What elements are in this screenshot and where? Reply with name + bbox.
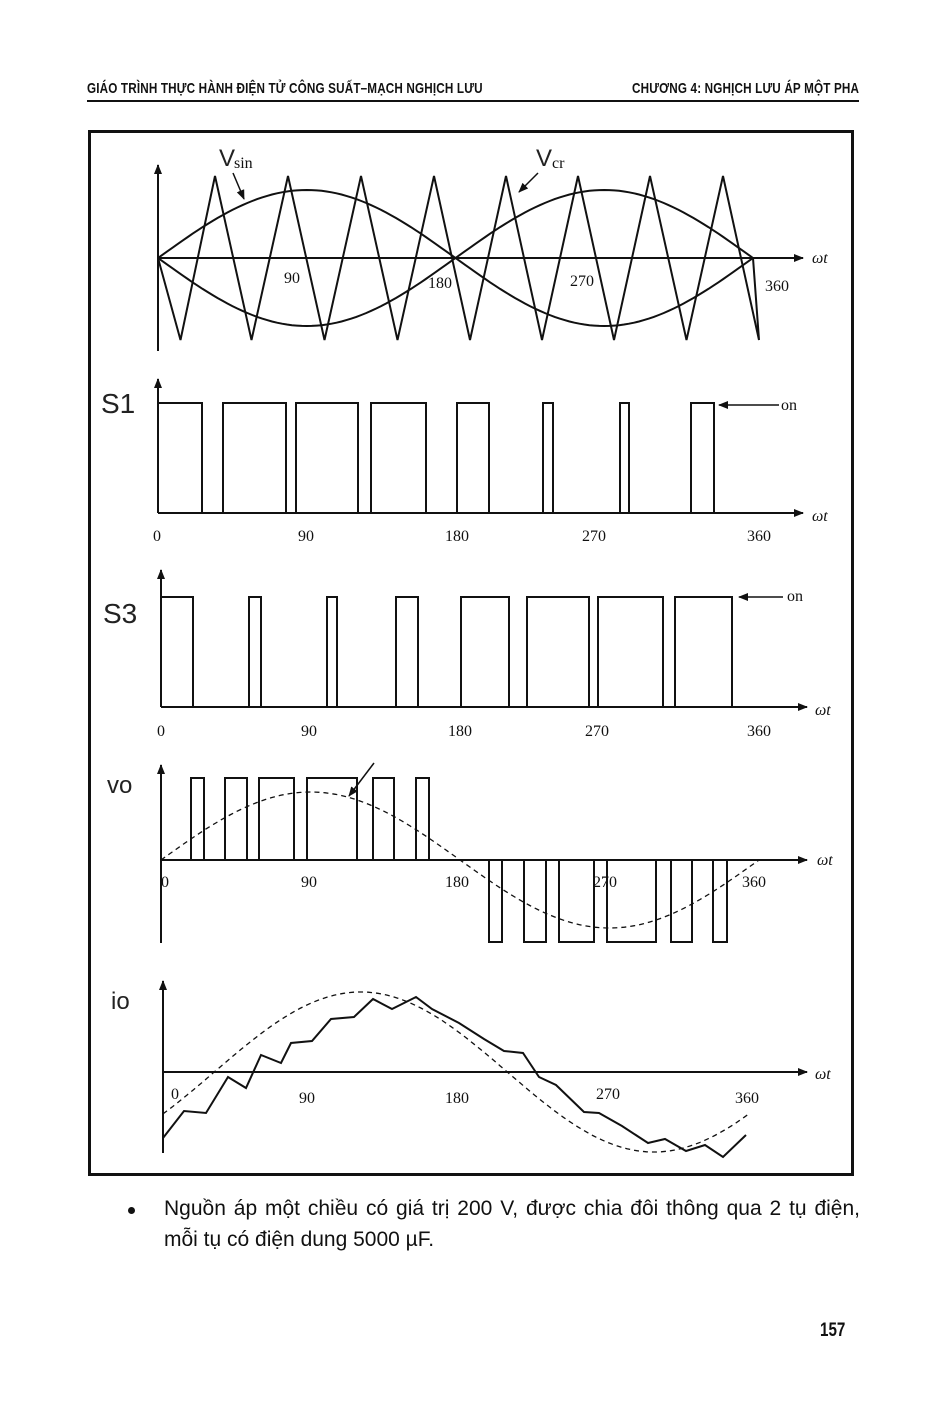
tick-label: 90 <box>284 270 300 287</box>
tick-label: 360 <box>742 874 766 891</box>
io-ripple-current <box>163 997 746 1157</box>
x-axis-label: ωt <box>815 702 831 719</box>
tick-label: 90 <box>298 528 314 545</box>
tick-label: 270 <box>593 874 617 891</box>
bullet-text: Nguồn áp một chiều có giá trị 200 V, được chia đôi thông qua 2 tụ điện, mỗi tụ có điện dung 5000 µF. <box>164 1197 860 1251</box>
panel-s3 <box>103 570 831 740</box>
panel-s1 <box>101 379 828 545</box>
tick-label: 360 <box>747 528 771 545</box>
tick-label: 270 <box>582 528 606 545</box>
tick-label: 360 <box>735 1090 759 1107</box>
tick-label: 270 <box>585 723 609 740</box>
x-axis-label: ωt <box>812 250 828 267</box>
header-chapter-title: CHƯƠNG 4: NGHỊCH LƯU ÁP MỘT PHA <box>631 80 859 97</box>
tick-label: 180 <box>448 723 472 740</box>
vo-label: vo <box>107 772 133 799</box>
vsin-arrow <box>233 173 244 199</box>
header-rule <box>87 100 859 102</box>
s1-switching-signal <box>158 403 803 513</box>
on-label: on <box>787 588 803 605</box>
io-label: io <box>111 988 130 1015</box>
x-axis-label: ωt <box>812 508 828 525</box>
x-axis-label: ωt <box>817 852 833 869</box>
tick-label: 180 <box>445 874 469 891</box>
tick-label: 180 <box>445 1090 469 1107</box>
fundamental-arrow <box>349 763 374 796</box>
running-header <box>87 76 859 102</box>
tick-label: 0 <box>161 874 169 891</box>
tick-label: 180 <box>445 528 469 545</box>
tick-label: 0 <box>153 528 161 545</box>
bullet-dot-icon <box>128 1207 135 1214</box>
vsin-subscript: sin <box>234 155 253 172</box>
s3-switching-signal <box>161 597 807 707</box>
tick-label: 0 <box>157 723 165 740</box>
tick-label: 90 <box>301 723 317 740</box>
vcr-subscript: cr <box>552 155 565 172</box>
on-label: on <box>781 397 797 414</box>
s3-label: S3 <box>103 598 138 629</box>
page-number: 157 <box>820 1320 846 1341</box>
panel-output-current <box>111 981 831 1157</box>
tick-label: 270 <box>596 1086 620 1103</box>
tick-label: 90 <box>301 874 317 891</box>
tick-label: 180 <box>428 275 452 292</box>
tick-label: 360 <box>747 723 771 740</box>
tick-label: 360 <box>765 278 789 295</box>
panel-carrier-reference <box>158 145 828 351</box>
s1-label: S1 <box>101 388 136 419</box>
vcr-arrow <box>519 173 538 192</box>
panel-output-voltage <box>107 763 833 943</box>
waveform-diagram <box>91 133 857 1179</box>
pwm-waveform-figure <box>88 130 854 1176</box>
vsin-label: V <box>219 145 236 172</box>
tick-label: 0 <box>171 1086 179 1103</box>
tick-label: 90 <box>299 1090 315 1107</box>
tick-label: 270 <box>570 273 594 290</box>
vcr-label: V <box>536 145 553 172</box>
header-book-title: GIÁO TRÌNH THỰC HÀNH ĐIỆN TỬ CÔNG SUẤT–MẠCH NGHỊCH LƯU <box>87 80 483 97</box>
x-axis-label: ωt <box>815 1066 831 1083</box>
